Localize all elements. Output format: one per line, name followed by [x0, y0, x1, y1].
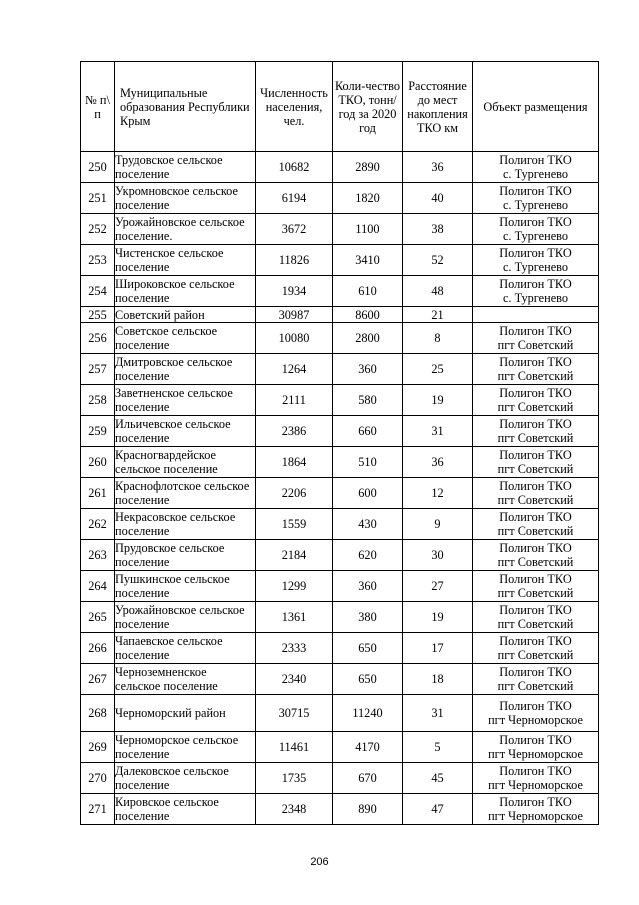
facility-location: пгт Черноморское	[488, 747, 583, 761]
facility-cell	[473, 509, 599, 540]
row-number: 252	[81, 214, 115, 245]
population-value: 30987	[256, 307, 333, 323]
facility-name: Полигон ТКО	[499, 541, 572, 555]
row-number: 257	[81, 354, 115, 385]
row-number: 251	[81, 183, 115, 214]
population-value: 2386	[256, 416, 333, 447]
population-value: 2340	[256, 664, 333, 695]
col-header-waste: Коли-чество ТКО, тонн/год за 2020 год	[333, 62, 403, 152]
distance-value: 18	[403, 664, 473, 695]
population-value: 10080	[256, 323, 333, 354]
facility-name: Полигон ТКО	[499, 510, 572, 524]
table-row	[81, 732, 599, 763]
waste-value: 1820	[333, 183, 403, 214]
col-header-municipality: Муниципальные образования Республики Крым	[115, 62, 256, 152]
waste-value: 2890	[333, 152, 403, 183]
facility-name: Полигон ТКО	[499, 764, 572, 778]
facility-name: Полигон ТКО	[499, 184, 572, 198]
municipality-name: Советское сельское поселение	[115, 323, 256, 354]
waste-value: 360	[333, 354, 403, 385]
facility-cell	[473, 695, 599, 732]
table-row	[81, 416, 599, 447]
facility-location: с. Тургенево	[502, 198, 569, 212]
facility-cell	[473, 763, 599, 794]
table-row	[81, 509, 599, 540]
facility-name: Полигон ТКО	[499, 733, 572, 747]
waste-value: 360	[333, 571, 403, 602]
population-value: 2111	[256, 385, 333, 416]
facility-name: Полигон ТКО	[499, 634, 572, 648]
municipality-name: Урожайновское сельское поселение	[115, 602, 256, 633]
waste-value: 1100	[333, 214, 403, 245]
municipality-name: Урожайновское сельское поселение.	[115, 214, 256, 245]
facility-name: Полигон ТКО	[499, 699, 572, 713]
facility-cell	[473, 602, 599, 633]
facility-location: пгт Черноморское	[488, 778, 583, 792]
facility-cell	[473, 183, 599, 214]
population-value: 3672	[256, 214, 333, 245]
row-number: 267	[81, 664, 115, 695]
distance-value: 19	[403, 385, 473, 416]
table-row	[81, 183, 599, 214]
row-number: 258	[81, 385, 115, 416]
table-row	[81, 152, 599, 183]
facility-name: Полигон ТКО	[499, 665, 572, 679]
municipality-name: Пушкинское сельское поселение	[115, 571, 256, 602]
col-header-distance: Расстояние до мест накопления ТКО км	[403, 62, 473, 152]
municipality-name: Советский район	[115, 307, 256, 323]
distance-value: 9	[403, 509, 473, 540]
facility-name: Полигон ТКО	[499, 246, 572, 260]
municipality-name: Чистенское сельское поселение	[115, 245, 256, 276]
facility-name: Полигон ТКО	[499, 277, 572, 291]
facility-cell	[473, 307, 599, 323]
facility-location: пгт Черноморское	[488, 713, 583, 727]
table-row	[81, 354, 599, 385]
facility-location: пгт Советский	[497, 431, 574, 445]
facility-location: пгт Советский	[497, 369, 574, 383]
facility-cell	[473, 540, 599, 571]
facility-name: Полигон ТКО	[499, 215, 572, 229]
facility-name: Полигон ТКО	[499, 448, 572, 462]
row-number: 266	[81, 633, 115, 664]
row-number: 254	[81, 276, 115, 307]
facility-location: с. Тургенево	[502, 229, 569, 243]
facility-cell	[473, 794, 599, 825]
row-number: 264	[81, 571, 115, 602]
facility-name: Полигон ТКО	[499, 795, 572, 809]
facility-cell	[473, 276, 599, 307]
waste-value: 510	[333, 447, 403, 478]
waste-value: 8600	[333, 307, 403, 323]
distance-value: 8	[403, 323, 473, 354]
waste-value: 890	[333, 794, 403, 825]
municipality-name: Черноморское сельское поселение	[115, 732, 256, 763]
distance-value: 21	[403, 307, 473, 323]
facility-location: пгт Советский	[497, 524, 574, 538]
facility-name: Полигон ТКО	[499, 603, 572, 617]
population-value: 1934	[256, 276, 333, 307]
row-number: 250	[81, 152, 115, 183]
population-value: 2206	[256, 478, 333, 509]
table-header-row	[81, 62, 599, 152]
distance-value: 38	[403, 214, 473, 245]
distance-value: 48	[403, 276, 473, 307]
page-number: 206	[310, 856, 329, 868]
waste-value: 650	[333, 633, 403, 664]
distance-value: 52	[403, 245, 473, 276]
table-row	[81, 602, 599, 633]
facility-cell	[473, 152, 599, 183]
waste-value: 4170	[333, 732, 403, 763]
row-number: 256	[81, 323, 115, 354]
table-row	[81, 276, 599, 307]
distance-value: 25	[403, 354, 473, 385]
facility-location: пгт Советский	[497, 679, 574, 693]
distance-value: 45	[403, 763, 473, 794]
waste-value: 580	[333, 385, 403, 416]
population-value: 30715	[256, 695, 333, 732]
facility-cell	[473, 416, 599, 447]
municipality-name: Прудовское сельское поселение	[115, 540, 256, 571]
population-value: 2184	[256, 540, 333, 571]
row-number: 268	[81, 695, 115, 732]
facility-name: Полигон ТКО	[499, 355, 572, 369]
facility-location: пгт Советский	[497, 338, 574, 352]
row-number: 255	[81, 307, 115, 323]
table-row	[81, 245, 599, 276]
municipality-name: Далековское сельское поселение	[115, 763, 256, 794]
distance-value: 31	[403, 695, 473, 732]
municipality-name: Широковское сельское поселение	[115, 276, 256, 307]
waste-value: 620	[333, 540, 403, 571]
distance-value: 17	[403, 633, 473, 664]
facility-cell	[473, 323, 599, 354]
waste-value: 600	[333, 478, 403, 509]
population-value: 1864	[256, 447, 333, 478]
facility-location: пгт Советский	[497, 586, 574, 600]
distance-value: 27	[403, 571, 473, 602]
waste-value: 430	[333, 509, 403, 540]
waste-value: 2800	[333, 323, 403, 354]
facility-location: пгт Советский	[497, 555, 574, 569]
table-row	[81, 794, 599, 825]
table-body	[81, 152, 599, 825]
waste-value: 3410	[333, 245, 403, 276]
table-row	[81, 478, 599, 509]
table-row	[81, 695, 599, 732]
distance-value: 5	[403, 732, 473, 763]
facility-cell	[473, 478, 599, 509]
table-row	[81, 447, 599, 478]
table-row	[81, 214, 599, 245]
row-number: 269	[81, 732, 115, 763]
population-value: 1735	[256, 763, 333, 794]
facility-cell	[473, 664, 599, 695]
population-value: 1559	[256, 509, 333, 540]
waste-value: 660	[333, 416, 403, 447]
population-value: 1361	[256, 602, 333, 633]
table-row	[81, 385, 599, 416]
facility-name: Полигон ТКО	[499, 386, 572, 400]
row-number: 263	[81, 540, 115, 571]
table-row	[81, 633, 599, 664]
facility-cell	[473, 245, 599, 276]
col-header-num: № п\ п	[81, 62, 115, 152]
row-number: 270	[81, 763, 115, 794]
facility-location: пгт Советский	[497, 617, 574, 631]
facility-cell	[473, 571, 599, 602]
facility-location: с. Тургенево	[502, 167, 569, 181]
municipal-waste-table	[80, 61, 599, 825]
population-value: 2348	[256, 794, 333, 825]
facility-name: Полигон ТКО	[499, 324, 572, 338]
municipality-name: Краснофлотское сельское поселение	[115, 478, 256, 509]
population-value: 6194	[256, 183, 333, 214]
municipality-name: Дмитровское сельское поселение	[115, 354, 256, 385]
municipality-name: Трудовское сельское поселение	[115, 152, 256, 183]
population-value: 1264	[256, 354, 333, 385]
row-number: 260	[81, 447, 115, 478]
facility-name: Полигон ТКО	[499, 153, 572, 167]
waste-value: 610	[333, 276, 403, 307]
facility-cell	[473, 214, 599, 245]
municipality-name: Кировское сельское поселение	[115, 794, 256, 825]
table-row	[81, 571, 599, 602]
facility-location: пгт Черноморское	[488, 809, 583, 823]
distance-value: 31	[403, 416, 473, 447]
table-row	[81, 540, 599, 571]
row-number: 271	[81, 794, 115, 825]
facility-location: пгт Советский	[497, 400, 574, 414]
col-header-population: Численность населения, чел.	[256, 62, 333, 152]
municipality-name: Укромновское сельское поселение	[115, 183, 256, 214]
facility-name: Полигон ТКО	[499, 572, 572, 586]
facility-cell	[473, 385, 599, 416]
population-value: 10682	[256, 152, 333, 183]
population-value: 2333	[256, 633, 333, 664]
facility-cell	[473, 633, 599, 664]
distance-value: 40	[403, 183, 473, 214]
waste-value: 670	[333, 763, 403, 794]
row-number: 261	[81, 478, 115, 509]
facility-name: Полигон ТКО	[499, 417, 572, 431]
distance-value: 12	[403, 478, 473, 509]
table-row	[81, 323, 599, 354]
distance-value: 47	[403, 794, 473, 825]
row-number: 259	[81, 416, 115, 447]
table-row	[81, 307, 599, 323]
municipality-name: Чапаевское сельское поселение	[115, 633, 256, 664]
waste-value: 650	[333, 664, 403, 695]
population-value: 11461	[256, 732, 333, 763]
row-number: 262	[81, 509, 115, 540]
population-value: 1299	[256, 571, 333, 602]
facility-location: пгт Советский	[497, 648, 574, 662]
municipality-name: Черноземненское сельское поселение	[115, 664, 256, 695]
facility-name: Полигон ТКО	[499, 479, 572, 493]
facility-cell	[473, 732, 599, 763]
table-row	[81, 664, 599, 695]
municipality-name: Красногвардейское сельское поселение	[115, 447, 256, 478]
waste-value: 380	[333, 602, 403, 633]
municipality-name: Некрасовское сельское поселение	[115, 509, 256, 540]
facility-location: пгт Советский	[497, 462, 574, 476]
table-row	[81, 763, 599, 794]
municipality-name: Заветненское сельское поселение	[115, 385, 256, 416]
facility-cell	[473, 354, 599, 385]
municipality-name: Ильичевское сельское поселение	[115, 416, 256, 447]
facility-location: пгт Советский	[497, 493, 574, 507]
facility-location: с. Тургенево	[502, 291, 569, 305]
distance-value: 36	[403, 447, 473, 478]
row-number: 253	[81, 245, 115, 276]
population-value: 11826	[256, 245, 333, 276]
col-header-facility: Объект размещения	[473, 62, 599, 152]
facility-cell	[473, 447, 599, 478]
facility-location: с. Тургенево	[502, 260, 569, 274]
row-number: 265	[81, 602, 115, 633]
municipality-name: Черноморский район	[115, 695, 256, 732]
distance-value: 36	[403, 152, 473, 183]
distance-value: 19	[403, 602, 473, 633]
distance-value: 30	[403, 540, 473, 571]
waste-value: 11240	[333, 695, 403, 732]
